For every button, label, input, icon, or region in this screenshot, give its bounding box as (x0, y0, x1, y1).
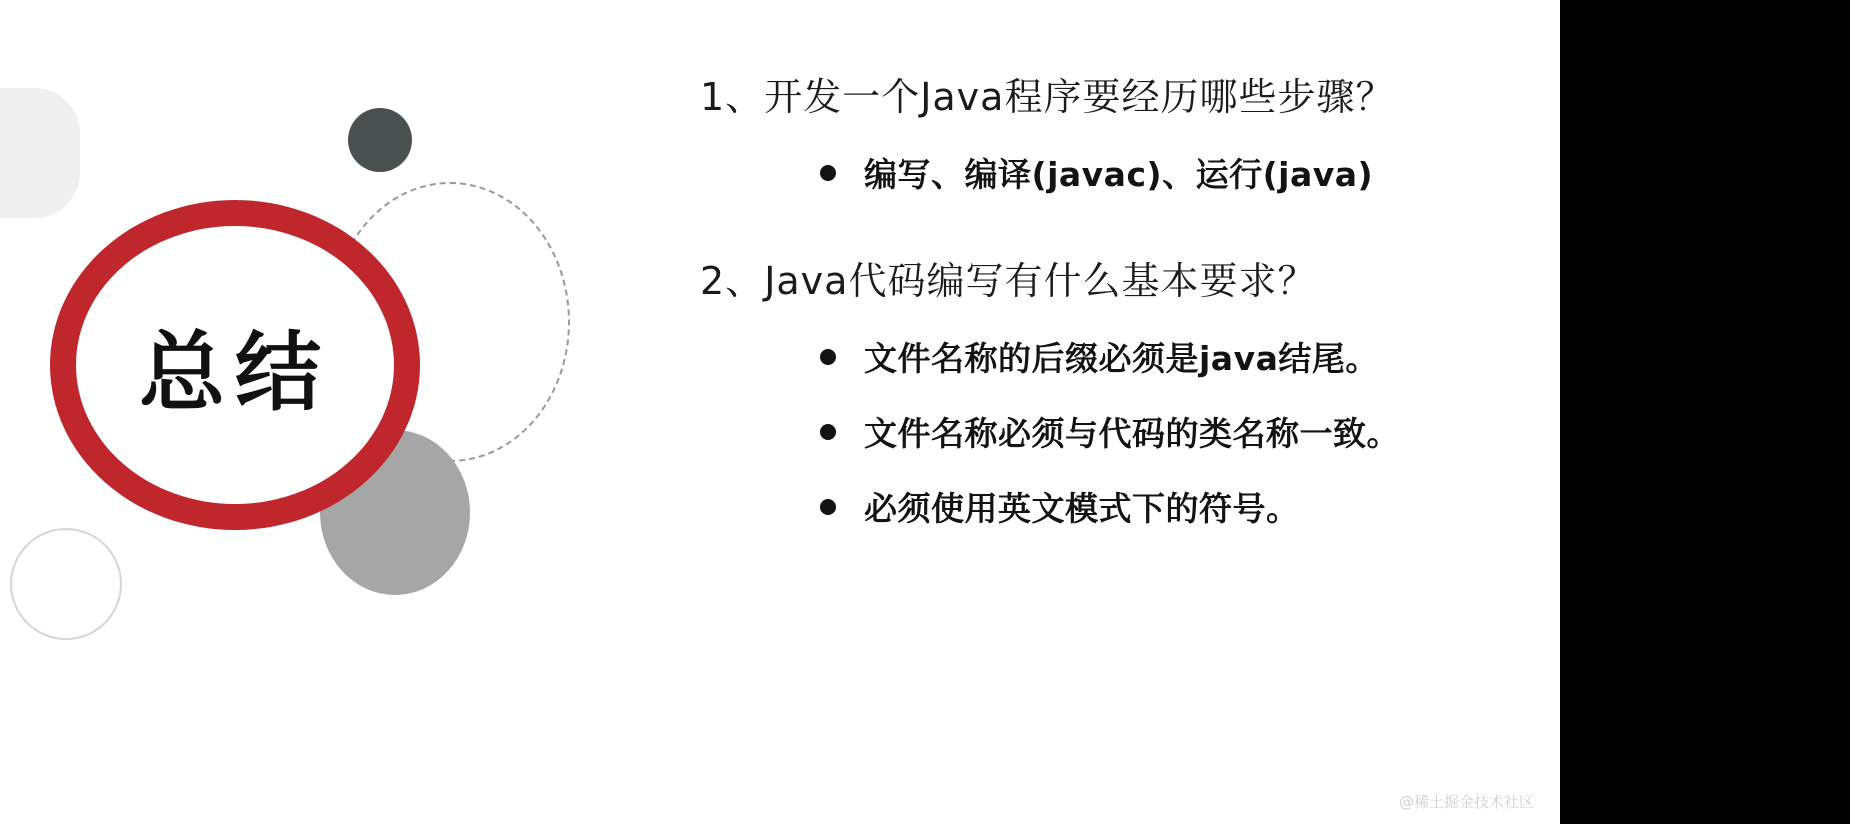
outline-circle-shape (10, 528, 122, 640)
decorative-shapes-group (0, 0, 660, 824)
question-2-text: Java代码编写有什么基本要求？ (764, 259, 1317, 303)
list-item-label: 必须使用英文模式下的符号。 (864, 489, 1300, 528)
question-1-bullets (700, 149, 1520, 196)
bullet-dot-icon (820, 499, 836, 515)
bullet-dot-icon (820, 349, 836, 365)
dark-dot-shape (348, 108, 412, 172)
question-2-bullets (700, 333, 1520, 530)
question-1 (700, 66, 1520, 121)
grey-blob-shape (0, 88, 80, 218)
list-item (700, 483, 1520, 530)
watermark: @稀土掘金技术社区 (1398, 793, 1534, 811)
summary-badge-label: 总结 (139, 323, 331, 423)
letterbox-right (1560, 0, 1850, 824)
list-item-label: 文件名称的后缀必须是java结尾。 (864, 339, 1379, 378)
list-item-label: 编写、编译(javac)、运行(java) (864, 155, 1374, 194)
question-1-number: 1、 (700, 75, 765, 119)
question-2 (700, 250, 1520, 305)
question-2-block (700, 250, 1520, 530)
question-1-text: 开发一个Java程序要经历哪些步骤？ (764, 75, 1395, 119)
slide-content (700, 48, 1520, 530)
list-item (700, 333, 1520, 380)
question-2-number: 2、 (700, 259, 765, 303)
bullet-dot-icon (820, 424, 836, 440)
list-item (700, 408, 1520, 455)
bullet-dot-icon (820, 165, 836, 181)
list-item-label: 文件名称必须与代码的类名称一致。 (864, 414, 1400, 453)
list-item (700, 149, 1520, 196)
